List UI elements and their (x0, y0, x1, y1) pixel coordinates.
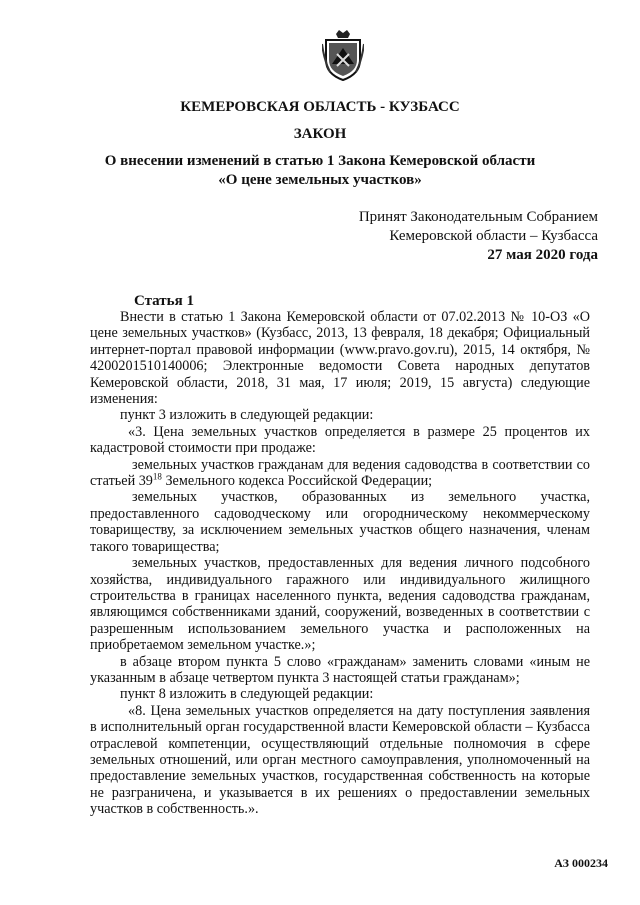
paragraph: пункт 3 изложить в следующей редакции: (120, 407, 374, 424)
adoption-block (359, 208, 598, 265)
adoption-line1: Принят Законодательным Собранием (358, 209, 598, 225)
paragraph: пункт 8 изложить в следующей редакции: (120, 686, 374, 703)
document-code: АЗ 000234 (554, 856, 608, 870)
law-subject-line1: О внесении изменений в статью 1 Закона Кемеровской области (104, 153, 536, 169)
paragraph (90, 457, 590, 490)
coat-of-arms-icon (322, 30, 364, 82)
paragraph: земельных участков, предоставленных для ведения личного подсобного хозяйства, индивидуального гаражного или индивидуального жилищного строительства в границах населенного пункта, ведения садоводства гражданам, являющимся собственниками зданий, сооружений, возведенных в соответствии с разрешенным использованием земельного участка и расположенных на приобретаемом земельном участке.»; (90, 555, 590, 654)
paragraph: «3. Цена земельных участков определяется в размере 25 процентов их кадастровой стоимости при продаже: (90, 423, 590, 457)
paragraph-text: Земельного кодекса Российской Федерации; (161, 473, 433, 490)
paragraph-text: земельных участков гражданам для ведения садоводства в соответствии со статьей 39 (90, 456, 590, 490)
region-title: КЕМЕРОВСКАЯ ОБЛАСТЬ - КУЗБАСС (180, 99, 460, 115)
adoption-date: 27 мая 2020 года (487, 247, 598, 263)
paragraph: в абзаце втором пункта 5 слово «гражданам» заменить словами «иным не указанным в абзаце четвертом пункта 3 настоящей статьи гражданам»; (90, 653, 590, 686)
article-body (90, 309, 590, 818)
law-subject-line2: «О цене земельных участков» (218, 172, 422, 188)
adoption-line2: Кемеровской области – Кузбасса (389, 228, 598, 244)
paragraph: земельных участков, образованных из земельного участка, предоставленного садоводческому или огородническому некоммерческому товариществу, за исключением земельных участков общего назначения, членам такого товарищества; (90, 489, 590, 555)
superscript: 18 (152, 471, 162, 482)
article-title: Статья 1 (134, 293, 194, 309)
law-subject (0, 152, 640, 190)
document-type: ЗАКОН (293, 126, 347, 142)
paragraph: «8. Цена земельных участков определяется на дату поступления заявления в исполнительный орган государственной власти Кемеровской области – Кузбасса отраслевой компетенции, осуществляющий отдельные полномочия в сфере земельных отношений, или орган местного самоуправления, уполномоченный на предоставление земельных участков, государственная собственность на которые не разграничена, и указывается в их решениях о предоставлении земельных участков в собственность.». (90, 702, 590, 818)
paragraph: Внести в статью 1 Закона Кемеровской области от 07.02.2013 № 10-ОЗ «О цене земельных участков» (Кузбасс, 2013, 13 февраля, 18 декабря; Официальный интернет-портал правовой информации (www.pravo.gov.ru), 2015, 14 октября, № 4200201510140006; Электронные ведомости Совета народных депутатов Кемеровской области, 2018, 31 мая, 17 июля; 2019, 15 августа) следующие изменения: (90, 309, 590, 408)
